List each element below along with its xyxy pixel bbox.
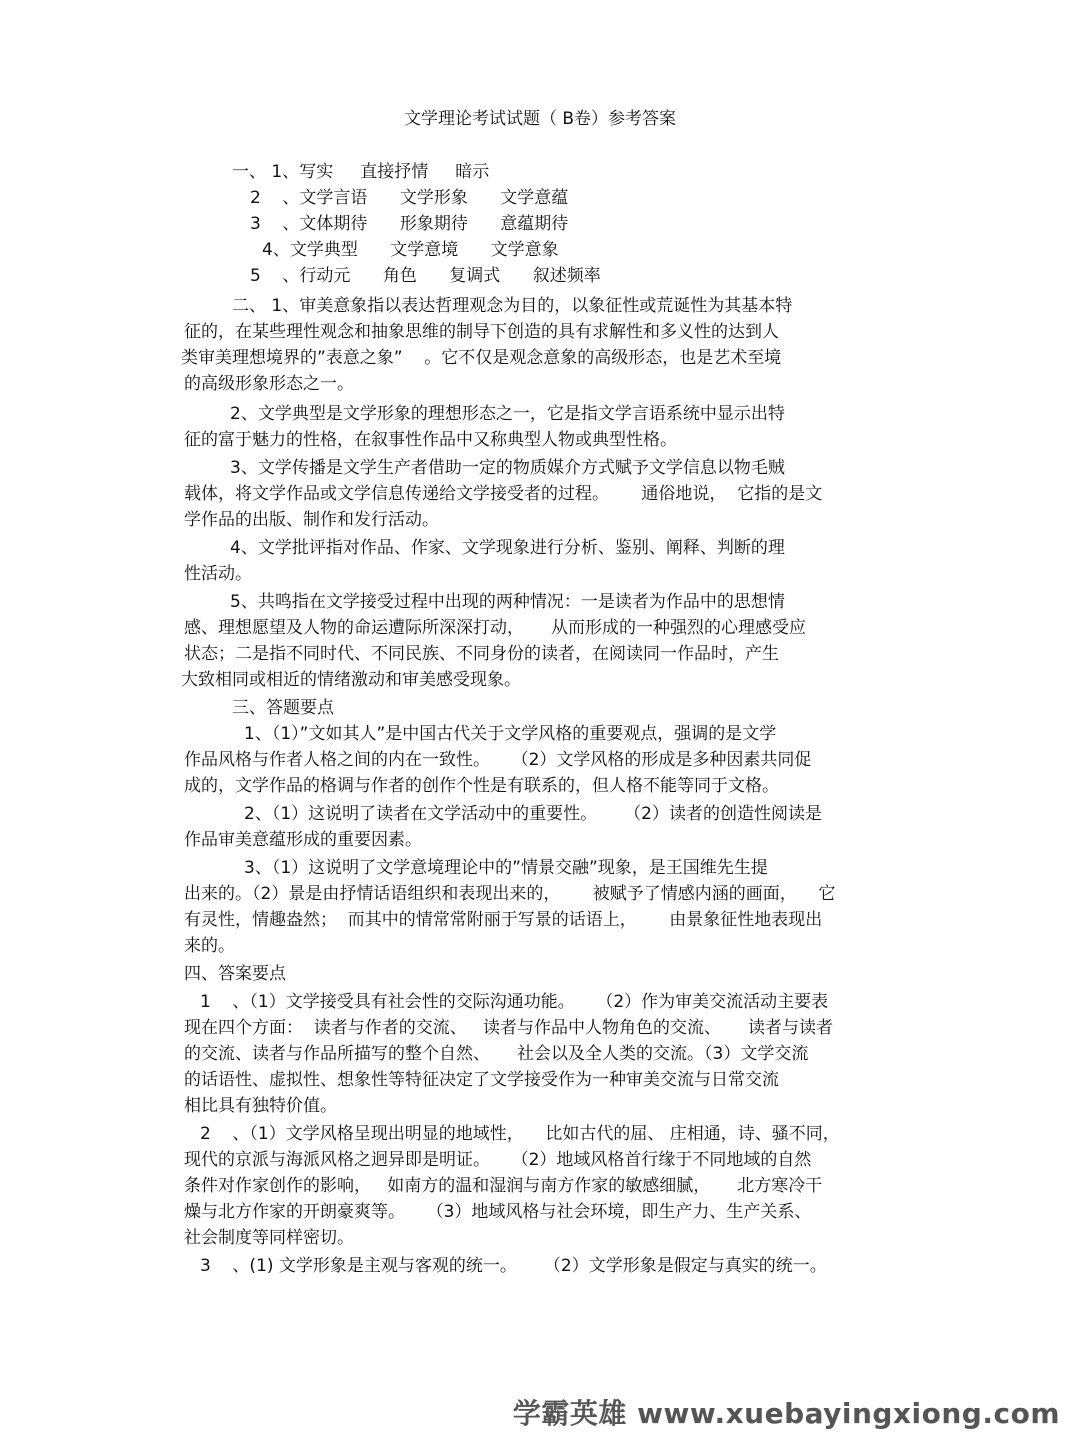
section4-line: 的交流、读者与作品所描写的整个自然、 社会以及全人类的交流。（3）文学交流	[184, 1044, 809, 1064]
section2-line: 3、文学传播是文学生产者借助一定的物质媒介方式赋予文学信息以物毛贼	[230, 458, 785, 478]
section4-line: 3 、(1) 文学形象是主观与客观的统一。 （2）文学形象是假定与真实的统一。	[200, 1256, 827, 1276]
section2-line: 状态；二是指不同时代、不同民族、不同身份的读者，在阅读同一作品时，产生	[184, 644, 779, 664]
section4-line: 1 、（1）文学接受具有社会性的交际沟通功能。 （2）作为审美交流活动主要表	[200, 992, 829, 1012]
section3-line: 作品审美意蕴形成的重要因素。	[184, 830, 422, 850]
section3-line: 来的。	[184, 936, 235, 956]
section2-line: 感、理想愿望及人物的命运遭际所深深打动， 从而形成的一种强烈的心理感受应	[184, 618, 807, 638]
section2-line: 2、文学典型是文学形象的理想形态之一，它是指文学言语系统中显示出特	[230, 404, 785, 424]
section3-heading: 三、答题要点	[232, 698, 334, 718]
section4-line: 2 、（1）文学风格呈现出明显的地域性， 比如古代的屈、 庄相通，诗、骚不同，	[200, 1124, 840, 1144]
section2-line: 类审美理想境界的”表意之象” 。它不仅是观念意象的高级形态，也是艺术至境	[181, 348, 782, 368]
section3-line: 出来的。（2）景是由抒情话语组织和表现出来的， 被赋予了情感内涵的画面， 它	[184, 884, 836, 904]
page-title: 文学理论考试试题（ B卷）参考答案	[403, 109, 677, 129]
section3-line: 有灵性，情趣盎然； 而其中的情常常附丽于写景的话语上， 由景象征性地表现出	[184, 910, 823, 930]
section4-line: 相比具有独特价值。	[184, 1096, 337, 1116]
section2-line: 4、文学批评指对作品、作家、文学现象进行分析、鉴别、阐释、判断的理	[230, 538, 785, 558]
section4-line: 现代的京派与海派风格之迥异即是明证。 （2）地域风格首行缘于不同地域的自然	[184, 1150, 812, 1170]
section2-line: 载体，将文学作品或文学信息传递给文学接受者的过程。 通俗地说， 它指的是文	[184, 484, 823, 504]
section3-line: 1、（1）”文如其人”是中国古代关于文学风格的重要观点，强调的是文学	[244, 724, 777, 744]
section1-line: 5 、行动元 角色 复调式 叙述频率	[250, 266, 601, 286]
section2-line: 的高级形象形态之一。	[184, 374, 354, 394]
section1-line: 一、 1、写实 直接抒情 暗示	[232, 162, 490, 182]
section4-line: 燥与北方作家的开朗豪爽等。 （3）地域风格与社会环境，即生产力、生产关系、	[184, 1202, 812, 1222]
section3-line: 作品风格与作者人格之间的内在一致性。 （2）文学风格的形成是多种因素共同促	[184, 750, 812, 770]
section2-line: 征的，在某些理性观念和抽象思维的制导下创造的具有求解性和多义性的达到人	[184, 322, 779, 342]
section3-line: 3、（1）这说明了文学意境理论中的”情景交融”现象，是王国维先生提	[244, 858, 768, 878]
section1-line: 2 、文学言语 文学形象 文学意蕴	[250, 188, 569, 208]
section4-line: 社会制度等同样密切。	[184, 1228, 354, 1248]
section2-line: 5、共鸣指在文学接受过程中出现的两种情况：一是读者为作品中的思想情	[230, 592, 785, 612]
section4-heading: 四、答案要点	[184, 964, 286, 984]
watermark: 学霸英雄 www.xuebayingxiong.com	[512, 1397, 1060, 1430]
section4-line: 现在四个方面： 读者与作者的交流、 读者与作品中人物角色的交流、 读者与读者	[184, 1018, 834, 1038]
section4-line: 条件对作家创作的影响， 如南方的温和湿润与南方作家的敏感细腻， 北方寒冷干	[184, 1176, 823, 1196]
section2-line: 学作品的出版、制作和发行活动。	[184, 510, 439, 530]
section2-line: 性活动。	[184, 564, 252, 584]
section2-line: 大致相同或相近的情绪激动和审美感受现象。	[181, 670, 521, 690]
section2-line: 二、 1、审美意象指以表达哲理观念为目的，以象征性或荒诞性为其基本特	[232, 296, 793, 316]
section4-line: 的话语性、虚拟性、想象性等特征决定了文学接受作为一种审美交流与日常交流	[184, 1070, 779, 1090]
section2-line: 征的富于魅力的性格，在叙事性作品中又称典型人物或典型性格。	[184, 430, 677, 450]
section3-line: 2、（1）这说明了读者在文学活动中的重要性。 （2）读者的创造性阅读是	[244, 804, 822, 824]
section1-line: 3 、文体期待 形象期待 意蕴期待	[250, 214, 569, 234]
section1-line: 4、文学典型 文学意境 文学意象	[262, 240, 559, 260]
section3-line: 成的，文学作品的格调与作者的创作个性是有联系的，但人格不能等同于文格。	[184, 776, 779, 796]
